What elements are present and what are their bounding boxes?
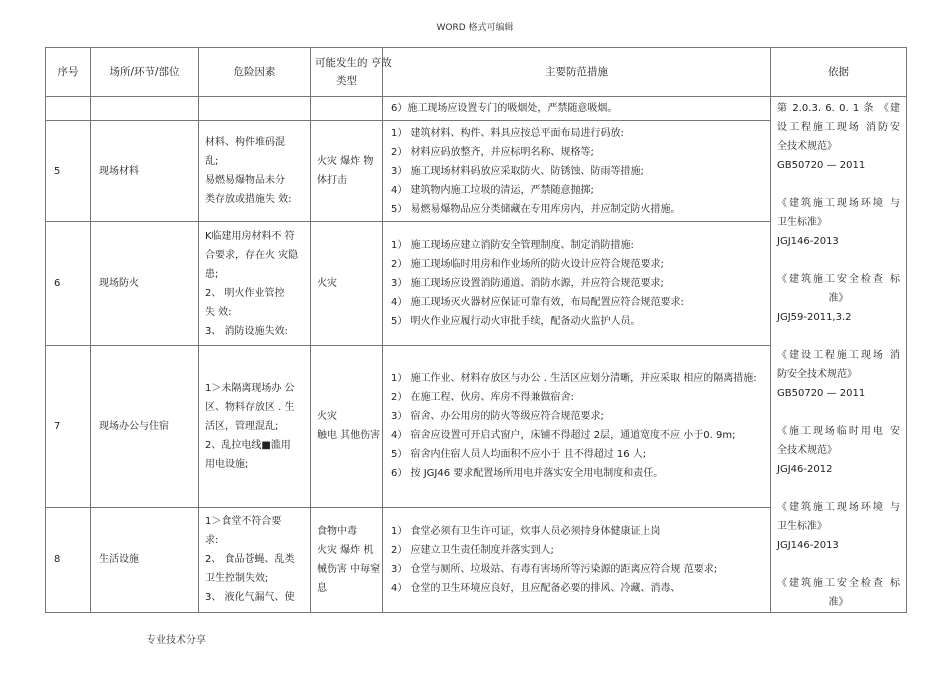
- type-cell: [311, 507, 383, 612]
- place-cell: 现场办公与住宿: [91, 345, 199, 507]
- measure-line: 1） 建筑材料、构件、料具应按总平面布局进行码放:: [391, 127, 624, 139]
- type-line: 火灾: [317, 278, 337, 290]
- page-footer: 专业技术分享: [146, 635, 206, 646]
- measure-line: 3） 施工现场应设置消防通道、消防水源，并应符合规范要求;: [391, 278, 664, 290]
- col-header-type-line1: 可能发生的 亨故: [315, 57, 392, 69]
- measure-line: 3） 宿舍、办公用房的防火等级应符合规范要求;: [391, 411, 604, 423]
- risk-line: 材料、构件堆码混: [205, 137, 285, 149]
- col-header-type-line2: 类型: [336, 75, 357, 87]
- measure-line: 4） 仓堂的卫生环境应良好，且应配备必要的排风、冷藏、消毒、: [391, 582, 681, 594]
- measure-cell: [383, 97, 771, 121]
- basis-line: 卫生标准》: [777, 521, 827, 532]
- basis-cell: [771, 97, 907, 613]
- type-cell: [311, 345, 383, 507]
- measure-cell: [383, 345, 771, 507]
- place-cell: 现场防火: [91, 222, 199, 345]
- measure-line: 5） 宿舍内住宿人员人均面积不应小于 且不得超过 16 人;: [391, 449, 647, 461]
- measure-cell: [383, 507, 771, 612]
- risk-line: 类存放或措施失 效:: [205, 194, 292, 206]
- basis-code: JGJ146-2013: [777, 236, 839, 247]
- row-number: 7: [46, 345, 91, 507]
- basis-code: JGJ59-2011,3.2: [777, 312, 852, 323]
- basis-code: GB50720 — 2011: [777, 388, 866, 399]
- basis-code: JGJ146-2013: [777, 540, 839, 551]
- type-line: 触电 其他伤害: [317, 430, 381, 442]
- measure-line: 6）施工现场应设置专门的吸烟处，严禁随意吸烟。: [391, 103, 618, 115]
- risk-line: 求:: [205, 535, 219, 547]
- risk-line: 用电设施;: [205, 458, 249, 470]
- measure-cell: [383, 121, 771, 222]
- measure-line: 5） 明火作业应履行动火审批手续，配备动火监护人员。: [391, 316, 641, 328]
- basis-line: 第 2.0.3. 6. 0. 1 条 《建: [777, 103, 900, 114]
- risk-cell: [199, 345, 311, 507]
- basis-line: 《建设工程施工现场 消: [777, 350, 900, 361]
- basis-line: 卫生标准》: [777, 217, 827, 228]
- basis-line: 全技术规范》: [777, 445, 837, 456]
- measure-line: 2） 施工现场临时用房和作业场所的防火设计应符合规范要求;: [391, 259, 664, 271]
- risk-line: 易燃易爆物品未分: [205, 175, 285, 187]
- risk-line: 3、 液化气漏气、使: [205, 592, 295, 604]
- type-line: 息: [317, 582, 327, 594]
- col-header-place: 场所/环节/部位: [91, 48, 199, 97]
- risk-line: 合要求，存在火 灾隐: [205, 249, 299, 261]
- risk-line: 1＞未隔离现场办 公: [205, 382, 295, 394]
- type-line: 械伤害 中毎窒: [317, 563, 381, 575]
- table-row-continued: [46, 97, 907, 121]
- type-line: 火灾 爆炸 物: [317, 156, 374, 168]
- risk-line: 2、 食品苍蝇、乱类: [205, 554, 295, 566]
- risk-line: 2、乱拉电线■滥用: [205, 439, 291, 451]
- risk-cell: [199, 121, 311, 222]
- basis-line: 《建筑施工安全检查 标: [777, 274, 900, 285]
- risk-line: 1＞食堂不符合要: [205, 516, 282, 528]
- measure-cell: [383, 222, 771, 345]
- measure-line: 4） 施工现场灭火器材应保证可靠有效，布局配置应符合规范要求:: [391, 297, 684, 309]
- risk-line: K临建用房材料不 符: [205, 230, 295, 242]
- col-header-measures: 主要防范措施: [383, 48, 771, 97]
- measure-line: 5） 易燃易爆物品应分类储藏在专用库房内，并应制定防火措施。: [391, 203, 681, 215]
- basis-line: 《施工现场临时用电 安: [777, 426, 900, 437]
- col-header-no: 序号: [46, 48, 91, 97]
- basis-line: 《建筑施工现场环境 与: [777, 502, 900, 513]
- risk-line: 失 效:: [205, 306, 232, 318]
- measure-line: 3） 施工现场材料码放应采取防火、防锈蚀、防雨等措施;: [391, 165, 644, 177]
- basis-line: 防安全技术规范》: [777, 369, 857, 380]
- type-line: 体打击: [317, 175, 347, 187]
- measure-line: 4） 宿舍应设置可开启式窗户，床铺不得超过 2层，通道宽度不应 小于0. 9m;: [391, 430, 736, 442]
- measure-line: 1） 施工现场应建立消防安全管理制度、制定消防措施:: [391, 240, 634, 252]
- type-line: 食物中毒: [317, 525, 357, 537]
- cell-empty: [91, 97, 199, 121]
- basis-line: 准》: [828, 597, 849, 608]
- risk-cell: [199, 507, 311, 612]
- type-line: 火灾 爆炸 机: [317, 544, 374, 556]
- basis-line: 《建筑施工安全检查 标: [777, 578, 900, 589]
- place-cell: 现场材料: [91, 121, 199, 222]
- risk-line: 2、 明火作业管控: [205, 287, 285, 299]
- basis-line: 《建筑施工现场环境 与: [777, 198, 900, 209]
- type-cell: [311, 121, 383, 222]
- basis-line: 设工程施工现场 消防安: [777, 122, 900, 133]
- page-header: WORD 格式可编辑: [436, 23, 514, 33]
- measure-line: 2） 材料应码放整齐，并应标明名称、规格等;: [391, 146, 594, 158]
- row-number: 8: [46, 507, 91, 612]
- basis-line: 全技术规范》: [777, 141, 837, 152]
- basis-line: 准》: [828, 293, 849, 304]
- risk-line: 卫生控制失效;: [205, 573, 269, 585]
- type-cell: [311, 222, 383, 345]
- place-cell: 生活设施: [91, 507, 199, 612]
- row-number: 6: [46, 222, 91, 345]
- risk-line: 3、 消防设施失效:: [205, 325, 288, 337]
- hazard-table: [45, 47, 907, 613]
- cell-empty: [199, 97, 311, 121]
- measure-line: 6） 按 JGJ46 要求配置场所用电并落实安全用电制度和责任。: [391, 468, 664, 480]
- risk-cell: [199, 222, 311, 345]
- cell-empty: [46, 97, 91, 121]
- row-number: 5: [46, 121, 91, 222]
- measure-line: 1） 食堂必须有卫生许可证，炊事人员必须持身体健康证上岗: [391, 525, 661, 537]
- risk-line: 区、物料存放区 . 生: [205, 401, 295, 413]
- risk-line: 患;: [205, 268, 219, 280]
- basis-code: GB50720 — 2011: [777, 160, 866, 171]
- basis-code: JGJ46-2012: [777, 464, 833, 475]
- risk-line: 乱;: [205, 156, 219, 168]
- cell-empty: [311, 97, 383, 121]
- col-header-basis: 依据: [771, 48, 907, 97]
- measure-line: 2） 应建立卫生责任制度并落实到人;: [391, 544, 554, 556]
- measure-line: 1） 施工作业、材料存放区与办公 . 生活区应划分清晰，并应采取 相应的隔离措施:: [391, 373, 757, 385]
- measure-line: 4） 建筑物内施工垃圾的清运，严禁随意抛掷;: [391, 184, 594, 196]
- header-row: [46, 48, 907, 97]
- col-header-type: [311, 48, 392, 97]
- measure-line: 3） 仓堂与厕所、垃圾站、有毒有害场所等污染源的距离应符合规 范要求;: [391, 563, 718, 575]
- type-line: 火灾: [317, 411, 337, 423]
- measure-line: 2） 在施工程、伙房、库房不得兼做宿舍:: [391, 392, 574, 404]
- col-header-risk: 危险因素: [199, 48, 311, 97]
- risk-line: 活区，管理混乱;: [205, 420, 279, 432]
